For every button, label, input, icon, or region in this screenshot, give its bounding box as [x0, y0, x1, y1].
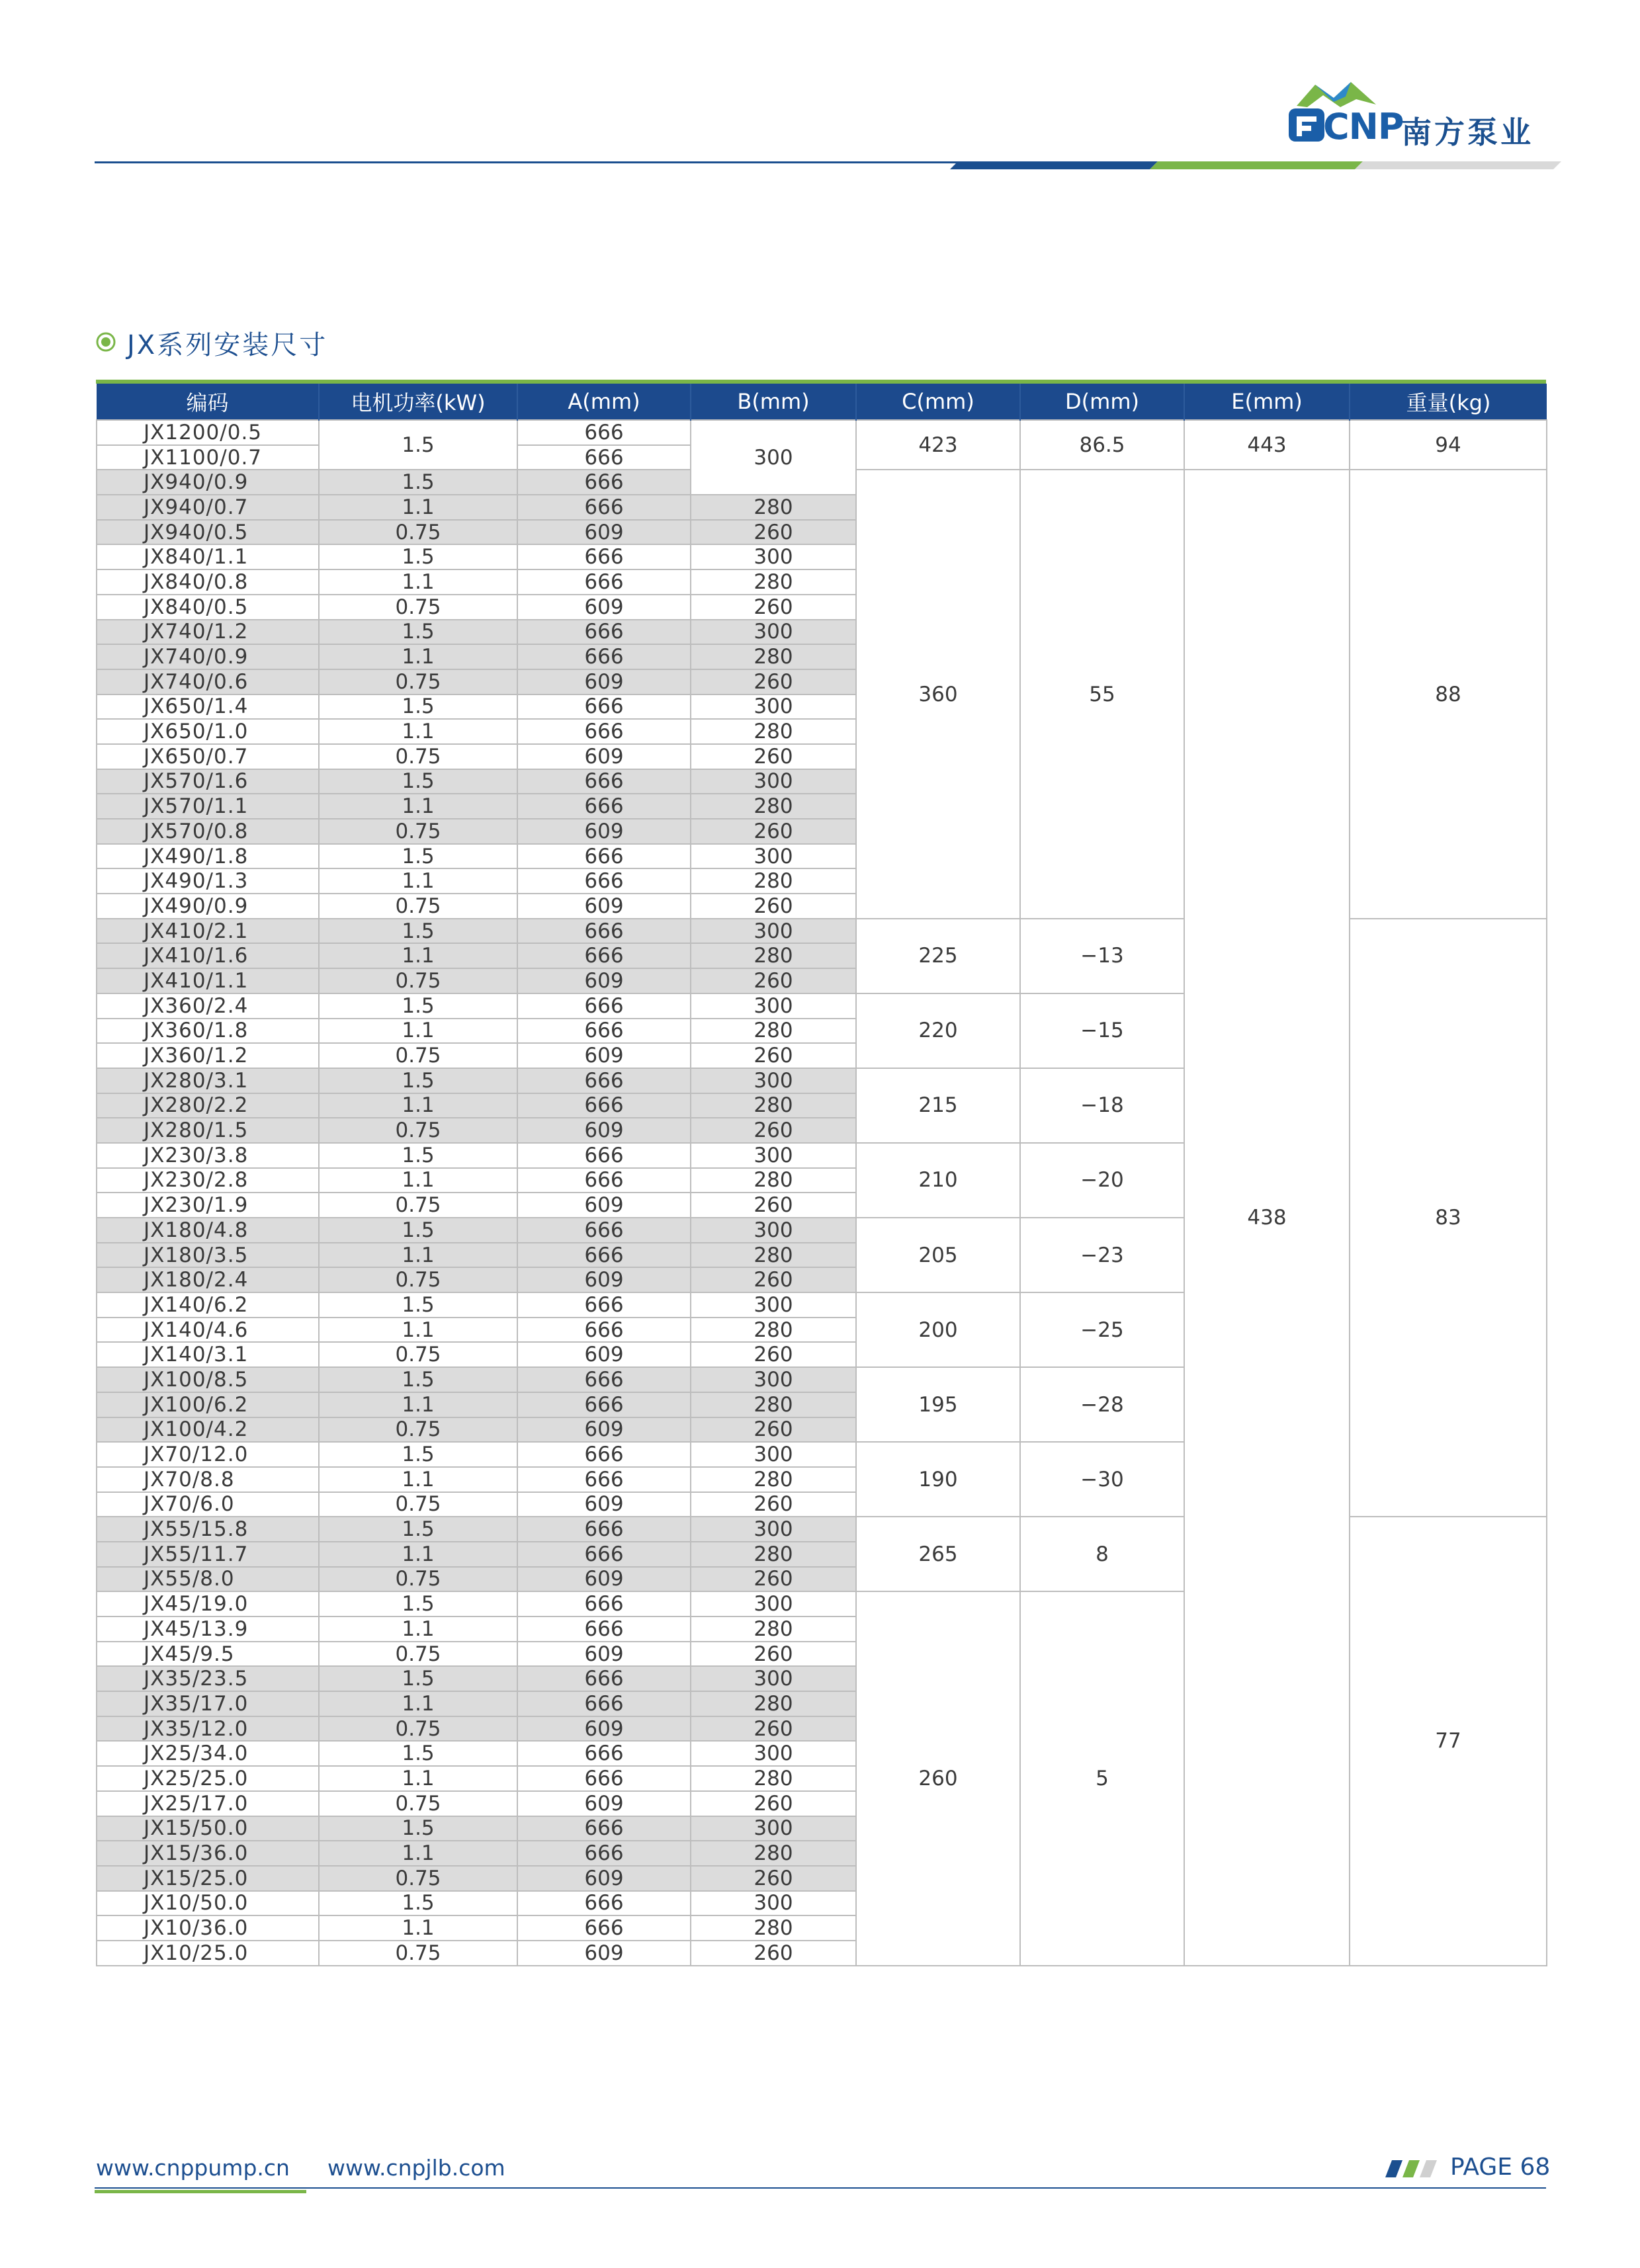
cell-power: 0.75 — [319, 1043, 517, 1068]
cell-power: 1.5 — [319, 1741, 517, 1766]
cell-b: 260 — [691, 1043, 856, 1068]
cell-c: 225 — [856, 919, 1020, 993]
cell-b: 260 — [691, 1791, 856, 1816]
col-header-e: E(mm) — [1184, 384, 1350, 420]
cell-b: 280 — [691, 1318, 856, 1343]
spec-table-container — [96, 380, 1546, 1966]
col-header-power: 电机功率(kW) — [319, 384, 517, 420]
cell-power: 1.1 — [319, 569, 517, 595]
cell-code: JX410/1.6 — [97, 943, 319, 968]
cell-b: 280 — [691, 1841, 856, 1866]
green-bullet-icon — [96, 332, 116, 352]
cell-a: 609 — [517, 1716, 691, 1742]
table-header-row — [97, 384, 1547, 420]
cell-a: 666 — [517, 943, 691, 968]
cell-a: 666 — [517, 1218, 691, 1243]
cell-b: 300 — [691, 1891, 856, 1916]
cell-a: 666 — [517, 694, 691, 720]
cell-b: 300 — [691, 1068, 856, 1093]
cell-a: 666 — [517, 1392, 691, 1417]
cell-power: 0.75 — [319, 894, 517, 919]
cell-d: 86.5 — [1020, 420, 1184, 470]
cell-power: 1.1 — [319, 495, 517, 520]
cell-power: 1.5 — [319, 1218, 517, 1243]
cell-power: 1.1 — [319, 719, 517, 744]
cell-code: JX25/17.0 — [97, 1791, 319, 1816]
cell-b: 280 — [691, 794, 856, 819]
cell-code: JX45/13.9 — [97, 1617, 319, 1642]
cell-power: 1.5 — [319, 1517, 517, 1542]
cell-power: 0.75 — [319, 1941, 517, 1966]
cell-a: 666 — [517, 919, 691, 944]
cell-a: 666 — [517, 1741, 691, 1766]
cell-a: 666 — [517, 1841, 691, 1866]
cell-power: 0.75 — [319, 520, 517, 545]
cell-code: JX10/36.0 — [97, 1915, 319, 1941]
cell-power: 1.5 — [319, 1816, 517, 1841]
cell-a: 609 — [517, 1342, 691, 1367]
cell-d: −23 — [1020, 1218, 1184, 1292]
col-header-b: B(mm) — [691, 384, 856, 420]
cell-a: 666 — [517, 1367, 691, 1392]
cell-a: 666 — [517, 644, 691, 669]
cell-weight: 77 — [1350, 1517, 1547, 1965]
footer-link-cnppump[interactable]: www.cnppump.cn — [96, 2155, 290, 2181]
cell-b: 300 — [691, 694, 856, 720]
cell-power: 1.5 — [319, 993, 517, 1019]
cell-power: 0.75 — [319, 1492, 517, 1517]
cell-code: JX360/2.4 — [97, 993, 319, 1019]
cell-code: JX10/25.0 — [97, 1941, 319, 1966]
cell-code: JX490/0.9 — [97, 894, 319, 919]
cell-code: JX140/6.2 — [97, 1292, 319, 1318]
cell-d: −25 — [1020, 1292, 1184, 1367]
cell-power: 0.75 — [319, 1567, 517, 1592]
cell-code: JX55/11.7 — [97, 1542, 319, 1567]
cell-code: JX280/1.5 — [97, 1118, 319, 1143]
cell-code: JX410/1.1 — [97, 968, 319, 993]
cell-power: 1.1 — [319, 1841, 517, 1866]
cell-code: JX100/6.2 — [97, 1392, 319, 1417]
logo-wordmark: CNP — [1323, 106, 1404, 147]
cell-code: JX490/1.8 — [97, 844, 319, 869]
cell-power: 1.1 — [319, 794, 517, 819]
cell-power: 1.5 — [319, 769, 517, 794]
page-number: PAGE 68 — [1450, 2154, 1551, 2181]
cell-code: JX180/2.4 — [97, 1267, 319, 1292]
cell-code: JX25/25.0 — [97, 1766, 319, 1791]
cell-weight: 94 — [1350, 420, 1547, 470]
logo-company-name: 南方泵业 — [1401, 114, 1533, 150]
cell-power: 1.1 — [319, 1392, 517, 1417]
cell-a: 666 — [517, 445, 691, 470]
cell-power: 1.5 — [319, 1442, 517, 1467]
cell-a: 609 — [517, 1941, 691, 1966]
cell-b: 260 — [691, 1267, 856, 1292]
cell-power: 1.5 — [319, 694, 517, 720]
cell-code: JX35/17.0 — [97, 1691, 319, 1716]
cell-b: 280 — [691, 1392, 856, 1417]
cell-a: 666 — [517, 1617, 691, 1642]
cell-b: 300 — [691, 1442, 856, 1467]
cell-d: 8 — [1020, 1517, 1184, 1591]
cell-power: 1.5 — [319, 1666, 517, 1691]
cell-b: 300 — [691, 1816, 856, 1841]
cell-code: JX35/12.0 — [97, 1716, 319, 1742]
cell-power: 1.5 — [319, 1292, 517, 1318]
cell-power: 1.5 — [319, 420, 517, 470]
cell-b: 280 — [691, 1766, 856, 1791]
cell-code: JX490/1.3 — [97, 868, 319, 894]
cell-a: 666 — [517, 1068, 691, 1093]
cell-a: 666 — [517, 1168, 691, 1193]
cell-c: 190 — [856, 1442, 1020, 1517]
cell-b: 300 — [691, 1517, 856, 1542]
installation-dimensions-table — [96, 384, 1547, 1966]
cell-code: JX100/4.2 — [97, 1417, 319, 1443]
cell-power: 1.1 — [319, 1243, 517, 1268]
cell-power: 0.75 — [319, 1267, 517, 1292]
cell-b: 260 — [691, 968, 856, 993]
cell-power: 0.75 — [319, 1791, 517, 1816]
cell-power: 1.5 — [319, 1143, 517, 1168]
cell-b: 280 — [691, 943, 856, 968]
footer-link-cnpjlb[interactable]: www.cnpjlb.com — [327, 2155, 505, 2181]
cell-d: −20 — [1020, 1143, 1184, 1218]
cell-c: 423 — [856, 420, 1020, 470]
cell-b: 260 — [691, 1642, 856, 1667]
cell-b: 300 — [691, 1143, 856, 1168]
cell-a: 666 — [517, 769, 691, 794]
col-header-code: 编码 — [97, 384, 319, 420]
cell-power: 1.1 — [319, 1318, 517, 1343]
cell-code: JX650/0.7 — [97, 744, 319, 769]
cell-code: JX1200/0.5 — [97, 420, 319, 445]
cell-b: 300 — [691, 420, 856, 495]
cell-a: 666 — [517, 1143, 691, 1168]
cell-a: 666 — [517, 1019, 691, 1044]
cell-code: JX280/3.1 — [97, 1068, 319, 1093]
table-row — [97, 420, 1547, 445]
cell-a: 666 — [517, 1467, 691, 1492]
cell-b: 300 — [691, 769, 856, 794]
cell-b: 300 — [691, 544, 856, 569]
cell-b: 260 — [691, 1866, 856, 1891]
footer-green-accent — [95, 2190, 306, 2193]
cell-b: 260 — [691, 1342, 856, 1367]
cell-code: JX45/19.0 — [97, 1591, 319, 1617]
cell-power: 0.75 — [319, 1716, 517, 1742]
cell-b: 300 — [691, 620, 856, 645]
cell-code: JX45/9.5 — [97, 1642, 319, 1667]
cell-power: 0.75 — [319, 1118, 517, 1143]
cell-b: 260 — [691, 1567, 856, 1592]
cell-c: 195 — [856, 1367, 1020, 1442]
cell-a: 666 — [517, 1517, 691, 1542]
cell-power: 0.75 — [319, 595, 517, 620]
cell-power: 0.75 — [319, 744, 517, 769]
header-color-stripes — [939, 159, 1561, 169]
cell-power: 0.75 — [319, 819, 517, 844]
cell-power: 1.1 — [319, 943, 517, 968]
cell-b: 260 — [691, 744, 856, 769]
cell-b: 260 — [691, 1417, 856, 1443]
cell-a: 666 — [517, 868, 691, 894]
cell-b: 260 — [691, 819, 856, 844]
cell-b: 280 — [691, 1915, 856, 1941]
cell-a: 666 — [517, 495, 691, 520]
cell-d: −28 — [1020, 1367, 1184, 1442]
col-header-a: A(mm) — [517, 384, 691, 420]
cell-a: 609 — [517, 1417, 691, 1443]
cell-a: 609 — [517, 520, 691, 545]
cell-b: 300 — [691, 844, 856, 869]
cell-c: 220 — [856, 993, 1020, 1068]
cell-code: JX15/25.0 — [97, 1866, 319, 1891]
cell-b: 260 — [691, 669, 856, 694]
cell-b: 280 — [691, 1691, 856, 1716]
cell-power: 1.5 — [319, 1891, 517, 1916]
cell-d: −13 — [1020, 919, 1184, 993]
page-stripes-icon — [1384, 2159, 1450, 2179]
cell-a: 609 — [517, 1267, 691, 1292]
cell-a: 609 — [517, 1567, 691, 1592]
cell-d: 55 — [1020, 470, 1184, 918]
cell-code: JX840/0.8 — [97, 569, 319, 595]
cell-code: JX55/15.8 — [97, 1517, 319, 1542]
cell-a: 609 — [517, 1791, 691, 1816]
cell-power: 0.75 — [319, 669, 517, 694]
cell-a: 609 — [517, 894, 691, 919]
cell-code: JX740/1.2 — [97, 620, 319, 645]
cell-a: 666 — [517, 1891, 691, 1916]
cell-code: JX25/34.0 — [97, 1741, 319, 1766]
cell-b: 260 — [691, 1492, 856, 1517]
col-header-c: C(mm) — [856, 384, 1020, 420]
cell-b: 280 — [691, 1243, 856, 1268]
cell-code: JX230/2.8 — [97, 1168, 319, 1193]
cell-code: JX410/2.1 — [97, 919, 319, 944]
cell-code: JX1100/0.7 — [97, 445, 319, 470]
cell-a: 609 — [517, 1642, 691, 1667]
cell-c: 265 — [856, 1517, 1020, 1591]
cell-a: 666 — [517, 1915, 691, 1941]
cell-a: 666 — [517, 1591, 691, 1617]
cell-code: JX280/2.2 — [97, 1093, 319, 1118]
cell-c: 360 — [856, 470, 1020, 918]
cell-power: 1.5 — [319, 1591, 517, 1617]
cell-code: JX230/1.9 — [97, 1193, 319, 1218]
cell-power: 1.1 — [319, 1766, 517, 1791]
cell-weight: 83 — [1350, 919, 1547, 1517]
cell-power: 0.75 — [319, 1193, 517, 1218]
cell-a: 666 — [517, 993, 691, 1019]
cell-code: JX940/0.9 — [97, 470, 319, 495]
cell-code: JX570/0.8 — [97, 819, 319, 844]
cell-b: 260 — [691, 1118, 856, 1143]
cell-b: 300 — [691, 1666, 856, 1691]
cell-power: 0.75 — [319, 1642, 517, 1667]
cell-b: 300 — [691, 1292, 856, 1318]
cell-a: 666 — [517, 1666, 691, 1691]
cell-a: 666 — [517, 1766, 691, 1791]
cell-c: 205 — [856, 1218, 1020, 1292]
cell-a: 609 — [517, 669, 691, 694]
cell-a: 609 — [517, 1043, 691, 1068]
cell-a: 609 — [517, 1866, 691, 1891]
cell-d: 5 — [1020, 1591, 1184, 1965]
cell-b: 280 — [691, 1617, 856, 1642]
cell-b: 300 — [691, 919, 856, 944]
cell-b: 260 — [691, 520, 856, 545]
cell-b: 280 — [691, 569, 856, 595]
cell-b: 300 — [691, 1367, 856, 1392]
cell-b: 280 — [691, 644, 856, 669]
cell-power: 0.75 — [319, 968, 517, 993]
cell-power: 1.1 — [319, 1168, 517, 1193]
cell-b: 280 — [691, 1168, 856, 1193]
cell-a: 609 — [517, 1193, 691, 1218]
cell-a: 609 — [517, 968, 691, 993]
cell-b: 280 — [691, 868, 856, 894]
cell-code: JX740/0.6 — [97, 669, 319, 694]
cell-code: JX70/8.8 — [97, 1467, 319, 1492]
cell-code: JX360/1.8 — [97, 1019, 319, 1044]
cell-b: 280 — [691, 1093, 856, 1118]
cell-power: 1.5 — [319, 470, 517, 495]
cell-code: JX180/3.5 — [97, 1243, 319, 1268]
cell-c: 210 — [856, 1143, 1020, 1218]
cell-code: JX570/1.1 — [97, 794, 319, 819]
cell-b: 280 — [691, 495, 856, 520]
cell-power: 0.75 — [319, 1342, 517, 1367]
cell-code: JX360/1.2 — [97, 1043, 319, 1068]
cell-a: 666 — [517, 794, 691, 819]
cell-weight: 88 — [1350, 470, 1547, 918]
cell-code: JX940/0.7 — [97, 495, 319, 520]
cell-power: 1.1 — [319, 1617, 517, 1642]
cell-a: 609 — [517, 819, 691, 844]
cell-power: 1.1 — [319, 1467, 517, 1492]
cell-a: 666 — [517, 620, 691, 645]
cell-c: 260 — [856, 1591, 1020, 1965]
cell-a: 666 — [517, 1542, 691, 1567]
cell-a: 666 — [517, 1093, 691, 1118]
cell-code: JX15/50.0 — [97, 1816, 319, 1841]
section-title: JX系列安装尺寸 — [127, 330, 328, 360]
cell-code: JX100/8.5 — [97, 1367, 319, 1392]
cell-e: 438 — [1184, 470, 1350, 1965]
cell-code: JX740/0.9 — [97, 644, 319, 669]
cell-power: 1.5 — [319, 544, 517, 569]
cell-power: 1.5 — [319, 919, 517, 944]
cell-code: JX570/1.6 — [97, 769, 319, 794]
cell-b: 280 — [691, 1019, 856, 1044]
cell-e: 443 — [1184, 420, 1350, 470]
cell-code: JX55/8.0 — [97, 1567, 319, 1592]
cell-code: JX840/1.1 — [97, 544, 319, 569]
cell-power: 1.1 — [319, 644, 517, 669]
cell-d: −15 — [1020, 993, 1184, 1068]
cell-power: 1.1 — [319, 1915, 517, 1941]
cell-a: 609 — [517, 1492, 691, 1517]
cell-code: JX140/3.1 — [97, 1342, 319, 1367]
cell-code: JX650/1.4 — [97, 694, 319, 720]
cell-power: 0.75 — [319, 1417, 517, 1443]
cell-b: 300 — [691, 1741, 856, 1766]
footer-rule — [95, 2187, 1546, 2189]
cell-b: 260 — [691, 894, 856, 919]
cell-code: JX230/3.8 — [97, 1143, 319, 1168]
cell-b: 280 — [691, 719, 856, 744]
cell-power: 1.5 — [319, 1068, 517, 1093]
cell-a: 666 — [517, 1318, 691, 1343]
cell-b: 280 — [691, 1542, 856, 1567]
cell-power: 1.1 — [319, 1542, 517, 1567]
cell-a: 609 — [517, 1118, 691, 1143]
cell-code: JX940/0.5 — [97, 520, 319, 545]
cell-code: JX15/36.0 — [97, 1841, 319, 1866]
cell-a: 666 — [517, 544, 691, 569]
cell-a: 609 — [517, 595, 691, 620]
cell-a: 609 — [517, 744, 691, 769]
cell-code: JX35/23.5 — [97, 1666, 319, 1691]
cell-c: 215 — [856, 1068, 1020, 1143]
cell-code: JX70/12.0 — [97, 1442, 319, 1467]
cell-code: JX840/0.5 — [97, 595, 319, 620]
cell-power: 1.1 — [319, 1093, 517, 1118]
cell-c: 200 — [856, 1292, 1020, 1367]
cell-code: JX180/4.8 — [97, 1218, 319, 1243]
cell-b: 260 — [691, 1716, 856, 1742]
cell-code: JX650/1.0 — [97, 719, 319, 744]
cell-a: 666 — [517, 844, 691, 869]
cell-code: JX70/6.0 — [97, 1492, 319, 1517]
cell-power: 1.5 — [319, 1367, 517, 1392]
cell-d: −18 — [1020, 1068, 1184, 1143]
cell-power: 1.1 — [319, 1691, 517, 1716]
cell-a: 666 — [517, 569, 691, 595]
cell-code: JX140/4.6 — [97, 1318, 319, 1343]
cell-a: 666 — [517, 420, 691, 445]
cell-a: 666 — [517, 719, 691, 744]
cell-a: 666 — [517, 1442, 691, 1467]
col-header-d: D(mm) — [1020, 384, 1184, 420]
cell-b: 260 — [691, 1941, 856, 1966]
cell-b: 280 — [691, 1467, 856, 1492]
cell-a: 666 — [517, 1292, 691, 1318]
cell-power: 1.5 — [319, 844, 517, 869]
cell-a: 666 — [517, 1816, 691, 1841]
cell-power: 1.1 — [319, 868, 517, 894]
cell-b: 300 — [691, 1218, 856, 1243]
cell-b: 260 — [691, 1193, 856, 1218]
cell-a: 666 — [517, 470, 691, 495]
cell-power: 1.1 — [319, 1019, 517, 1044]
cell-a: 666 — [517, 1243, 691, 1268]
cell-a: 666 — [517, 1691, 691, 1716]
cell-power: 1.5 — [319, 620, 517, 645]
cell-b: 300 — [691, 1591, 856, 1617]
cell-power: 0.75 — [319, 1866, 517, 1891]
cell-b: 300 — [691, 993, 856, 1019]
cell-code: JX10/50.0 — [97, 1891, 319, 1916]
cell-d: −30 — [1020, 1442, 1184, 1517]
cell-b: 260 — [691, 595, 856, 620]
col-header-weight: 重量(kg) — [1350, 384, 1547, 420]
header-rule — [95, 161, 961, 163]
